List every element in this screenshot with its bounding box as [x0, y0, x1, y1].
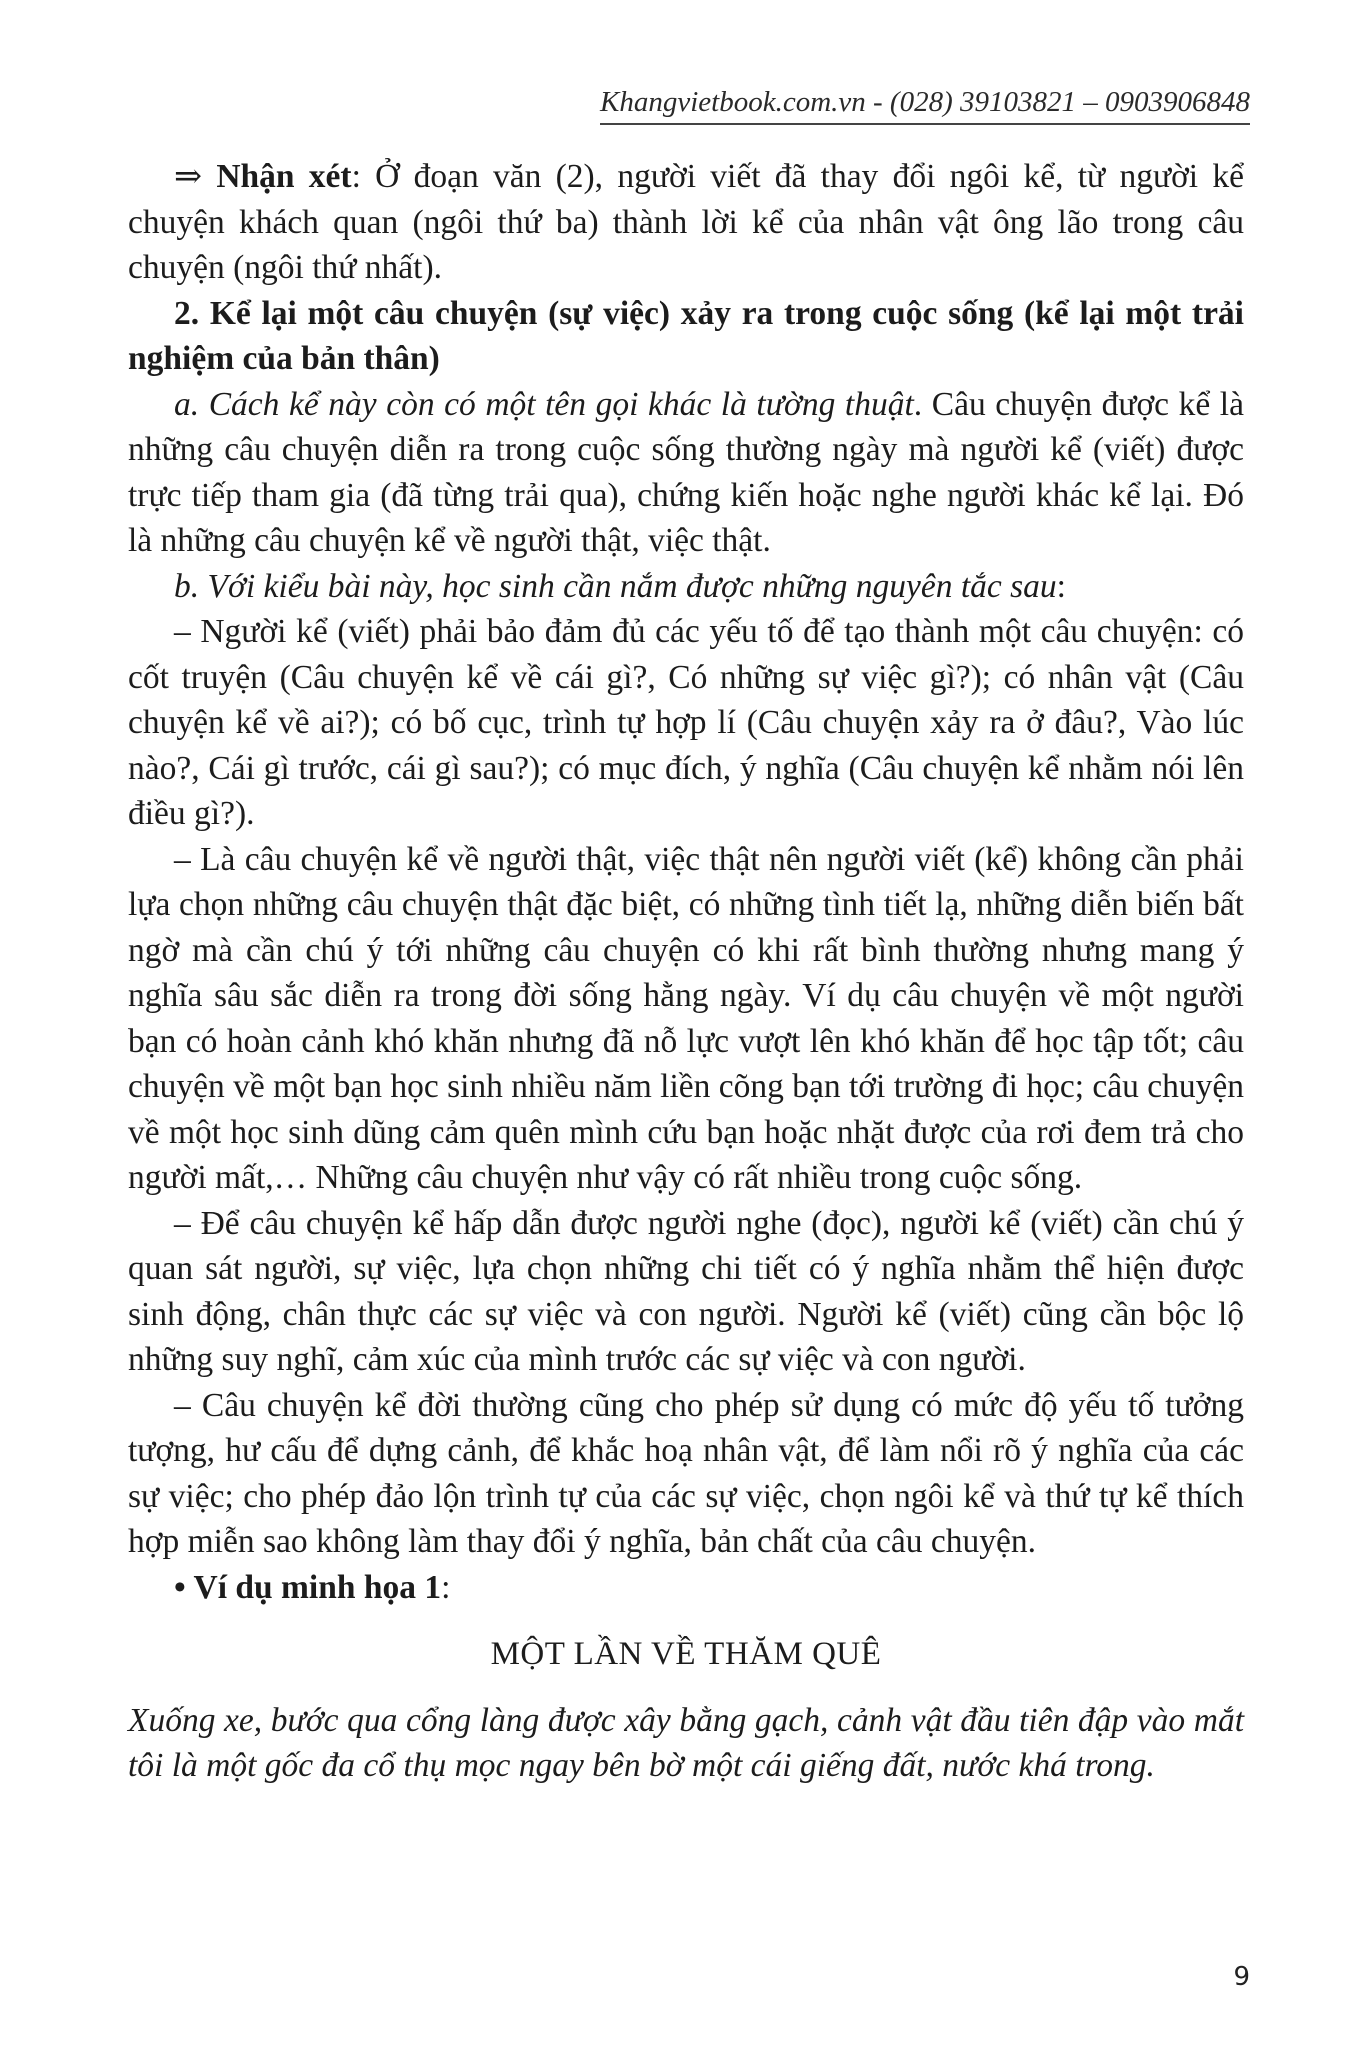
paragraph-a-text: . Câu chuyện được kể là những câu chuyện diễn ra trong cuộc sống thường ngày mà người kể (viết) được trực tiếp tham gia (đã từng trải qua), chứng kiến hoặc nghe người khác kể lại. Đó là những câu chuyện kể về người thật, việc thật. — [128, 385, 1244, 559]
section-heading-2: 2. Kể lại một câu chuyện (sự việc) xảy ra trong cuộc sống (kể lại một trải nghiệm của bản thân) — [128, 294, 1244, 377]
bullet-paragraph-2: – Là câu chuyện kể về người thật, việc thật nên người viết (kể) không cần phải lựa chọn những câu chuyện thật đặc biệt, có những tình tiết lạ, những diễn biến bất ngờ mà cần chú ý tới những câu chuyện có khi rất bình thường nhưng mang ý nghĩa sâu sắc diễn ra trong đời sống hằng ngày. Ví dụ câu chuyện về một người bạn có hoàn cảnh khó khăn nhưng đã nỗ lực vượt lên khó khăn để học tập tốt; câu chuyện về một bạn học sinh nhiều năm liền cõng bạn tới trường đi học; câu chuyện về một học sinh dũng cảm quên mình cứu bạn hoặc nhặt được của rơi đem trả cho người mất,… Những câu chuyện như vậy có rất nhiều trong cuộc sống. — [128, 840, 1245, 1196]
bullet-paragraph-3: – Để câu chuyện kể hấp dẫn được người nghe (đọc), người kể (viết) cần chú ý quan sát người, sự việc, lựa chọn những chi tiết có ý nghĩa nhằm thể hiện được sinh động, chân thực các sự việc và con người. Người kể (viết) cũng cần bộc lộ những suy nghĩ, cảm xúc của mình trước các sự việc và con người. — [128, 1204, 1244, 1378]
nhan-xet-text: : Ở đoạn văn (2), người viết đã thay đổi ngôi kể, từ người kể chuyện khách quan (ngôi thứ ba) thành lời kể của nhân vật ông lão trong câu chuyện (ngôi thứ nhất). — [128, 158, 1244, 286]
arrow-symbol: ⇒ — [174, 158, 217, 195]
paragraph-b — [128, 564, 1244, 610]
bullet-paragraph-4: – Câu chuyện kể đời thường cũng cho phép sử dụng có mức độ yếu tố tưởng tượng, hư cấu để dựng cảnh, để khắc hoạ nhân vật, để làm nổi rõ ý nghĩa của các sự việc; cho phép đảo lộn trình tự của các sự việc, chọn ngôi kể và thứ tự kể thích hợp miễn sao không làm thay đổi ý nghĩa, bản chất của câu chuyện. — [128, 1386, 1244, 1560]
story-text: Xuống xe, bước qua cổng làng được xây bằng gạch, cảnh vật đầu tiên đập vào mắt tôi là một gốc đa cổ thụ mọc ngay bên bờ một cái giếng đất, nước khá trong. — [128, 1701, 1244, 1784]
story-title: MỘT LẦN VỀ THĂM QUÊ — [490, 1636, 882, 1672]
paragraph-a-lead: a. Cách kể này còn có một tên gọi khác là tường thuật — [174, 385, 914, 423]
bullet-paragraph-1: – Người kể (viết) phải bảo đảm đủ các yếu tố để tạo thành một câu chuyện: có cốt truyện (Câu chuyện kể về cái gì?, Có những sự việc gì?); có nhân vật (Câu chuyện kể về ai?); có bố cục, trình tự hợp lí (Câu chuyện xảy ra ở đâu?, Vào lúc nào?, Cái gì trước, cái gì sau?); có mục đích, ý nghĩa (Câu chuyện kể nhằm nói lên điều gì?). — [128, 613, 1244, 832]
paragraph-b-text: : — [1056, 567, 1066, 605]
example-label-colon: : — [441, 1568, 451, 1606]
paragraph-nhan-xet — [128, 154, 1244, 291]
paragraph-a — [128, 382, 1244, 564]
page-header: Khangvietbook.com.vn - (028) 39103821 – 0903906848 — [600, 86, 1250, 125]
example-label-text: • Ví dụ minh họa 1 — [174, 1568, 442, 1606]
page-number: 9 — [1233, 1962, 1250, 1992]
nhan-xet-label: Nhận xét — [216, 158, 352, 195]
body-text — [128, 154, 1244, 1789]
paragraph-b-lead: b. Với kiểu bài này, học sinh cần nắm được những nguyên tắc sau — [174, 567, 1057, 605]
example-label — [128, 1565, 1244, 1611]
